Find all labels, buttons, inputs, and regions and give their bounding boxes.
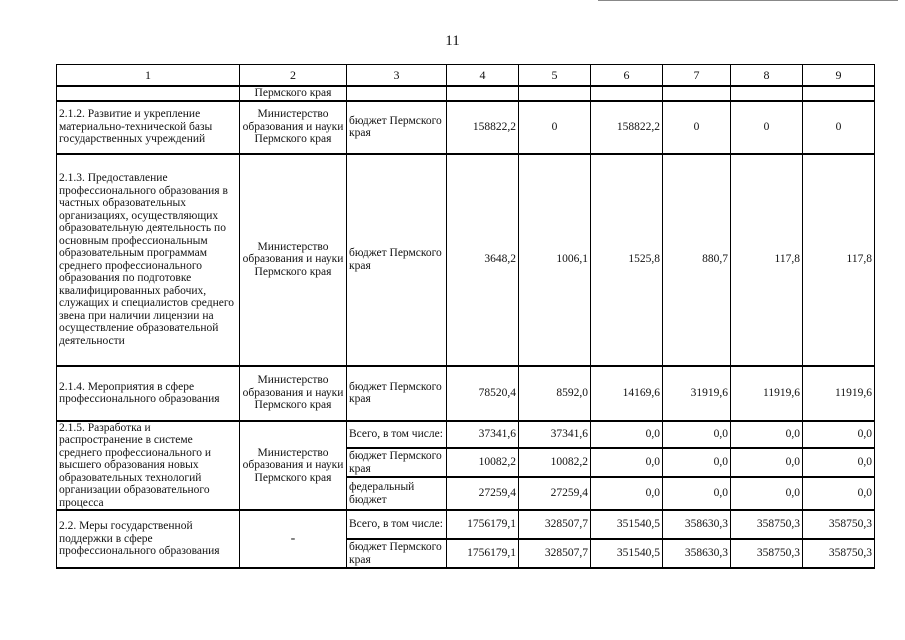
activity-name-cell: 2.2. Меры государственной поддержки в сфере профессионального образования xyxy=(57,510,240,568)
column-header: 1 xyxy=(57,65,240,87)
value-cell: 37341,6 xyxy=(519,421,591,448)
value-cell: 31919,6 xyxy=(663,366,731,421)
cell xyxy=(347,86,447,101)
source-cell: федеральный бюджет xyxy=(347,477,447,510)
header-row xyxy=(57,65,875,87)
scan-edge-line xyxy=(598,0,898,1)
source-cell: бюджет Пермского края xyxy=(347,366,447,421)
row-group-2-1-4 xyxy=(57,366,875,421)
page-number: 11 xyxy=(445,33,460,49)
row-group-2-1-5 xyxy=(57,421,875,511)
row-group-2-1-3 xyxy=(57,154,875,366)
value-cell: 0,0 xyxy=(591,448,663,477)
cell xyxy=(57,86,240,101)
value-cell: 8592,0 xyxy=(519,366,591,421)
value-cell: 1006,1 xyxy=(519,154,591,366)
cell xyxy=(663,86,731,101)
value-cell: 78520,4 xyxy=(447,366,519,421)
row-group-2-1-2 xyxy=(57,101,875,154)
value-cell: 14169,6 xyxy=(591,366,663,421)
activity-name-cell: 2.1.3. Предоставление профессионального образования в частных образовательных организациях, осуществляющих образовательную деятельность по основным профессиональным образовательным программам среднего профессионального образования по подготовке квалифицированных рабочих, служащих и специалистов среднего звена при наличии лицензии на осуществление образовательной деятельности xyxy=(57,154,240,366)
value-cell: 0,0 xyxy=(591,477,663,510)
value-cell: 0,0 xyxy=(663,477,731,510)
budget-table xyxy=(56,64,875,569)
table-row xyxy=(57,154,875,366)
source-cell: Всего, в том числе: xyxy=(347,510,447,539)
value-cell: 158822,2 xyxy=(447,101,519,154)
value-cell: 358750,3 xyxy=(803,539,875,568)
value-cell: 0,0 xyxy=(731,448,803,477)
value-cell: 11919,6 xyxy=(731,366,803,421)
column-header: 6 xyxy=(591,65,663,87)
value-cell: 0,0 xyxy=(731,477,803,510)
value-cell: 10082,2 xyxy=(519,448,591,477)
responsible-cell: Министерство образования и науки Пермского края xyxy=(240,101,347,154)
value-cell: 358750,3 xyxy=(803,510,875,539)
column-header: 7 xyxy=(663,65,731,87)
source-cell: бюджет Пермского края xyxy=(347,539,447,568)
value-cell: 358750,3 xyxy=(731,510,803,539)
value-cell: 358750,3 xyxy=(731,539,803,568)
cell xyxy=(591,86,663,101)
table-row xyxy=(57,101,875,154)
column-header: 4 xyxy=(447,65,519,87)
value-cell: 0,0 xyxy=(663,448,731,477)
value-cell: 0,0 xyxy=(803,421,875,448)
cell xyxy=(803,86,875,101)
value-cell: 328507,7 xyxy=(519,539,591,568)
value-cell: 37341,6 xyxy=(447,421,519,448)
value-cell: 0,0 xyxy=(591,421,663,448)
value-cell: 1525,8 xyxy=(591,154,663,366)
activity-name-cell: 2.1.5. Разработка и распространение в системе среднего профессионального и высшего образования новых образовательных технологий организации образовательного процесса xyxy=(57,421,240,511)
value-cell: 0,0 xyxy=(663,421,731,448)
value-cell: 328507,7 xyxy=(519,510,591,539)
value-cell: 27259,4 xyxy=(447,477,519,510)
responsible-cell: - xyxy=(240,510,347,568)
value-cell: 0,0 xyxy=(731,421,803,448)
table-row xyxy=(57,510,875,539)
responsible-cell: Министерство образования и науки Пермского края xyxy=(240,421,347,511)
value-cell: 351540,5 xyxy=(591,539,663,568)
value-cell: 0 xyxy=(803,101,875,154)
source-cell: бюджет Пермского края xyxy=(347,101,447,154)
source-cell: бюджет Пермского края xyxy=(347,154,447,366)
value-cell: 358630,3 xyxy=(663,510,731,539)
value-cell: 117,8 xyxy=(731,154,803,366)
value-cell: 3648,2 xyxy=(447,154,519,366)
column-header: 9 xyxy=(803,65,875,87)
value-cell: 10082,2 xyxy=(447,448,519,477)
value-cell: 0 xyxy=(731,101,803,154)
value-cell: 117,8 xyxy=(803,154,875,366)
table-header xyxy=(57,65,875,87)
responsible-cell: Пермского края xyxy=(240,86,347,101)
cell xyxy=(731,86,803,101)
table-row xyxy=(57,366,875,421)
responsible-cell: Министерство образования и науки Пермского края xyxy=(240,366,347,421)
table-row xyxy=(57,421,875,448)
carryover-group xyxy=(57,86,875,101)
value-cell: 11919,6 xyxy=(803,366,875,421)
value-cell: 158822,2 xyxy=(591,101,663,154)
value-cell: 0,0 xyxy=(803,477,875,510)
activity-name-cell: 2.1.4. Мероприятия в сфере профессионального образования xyxy=(57,366,240,421)
source-cell: Всего, в том числе: xyxy=(347,421,447,448)
value-cell: 0 xyxy=(519,101,591,154)
column-header: 5 xyxy=(519,65,591,87)
value-cell: 1756179,1 xyxy=(447,510,519,539)
responsible-cell: Министерство образования и науки Пермского края xyxy=(240,154,347,366)
value-cell: 351540,5 xyxy=(591,510,663,539)
value-cell: 0,0 xyxy=(803,448,875,477)
table-row xyxy=(57,86,875,101)
value-cell: 880,7 xyxy=(663,154,731,366)
column-header: 2 xyxy=(240,65,347,87)
row-group-2-2 xyxy=(57,510,875,568)
value-cell: 0 xyxy=(663,101,731,154)
source-cell: бюджет Пермского края xyxy=(347,448,447,477)
column-header: 8 xyxy=(731,65,803,87)
activity-name-cell: 2.1.2. Развитие и укрепление материально-технической базы государственных учреждений xyxy=(57,101,240,154)
value-cell: 358630,3 xyxy=(663,539,731,568)
cell xyxy=(447,86,519,101)
value-cell: 27259,4 xyxy=(519,477,591,510)
cell xyxy=(519,86,591,101)
column-header: 3 xyxy=(347,65,447,87)
value-cell: 1756179,1 xyxy=(447,539,519,568)
